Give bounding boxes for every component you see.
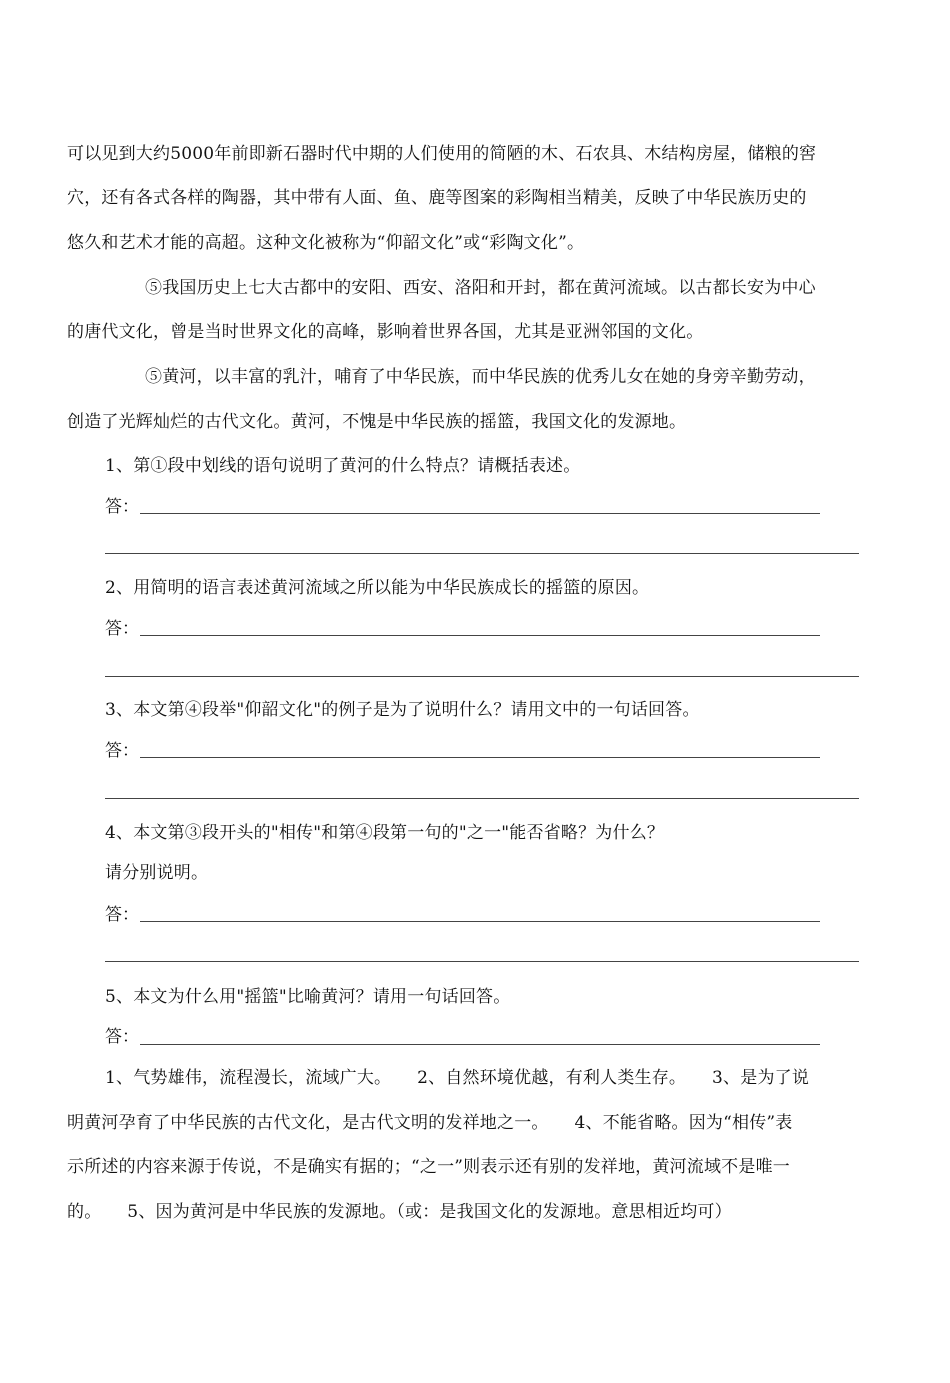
answer-label-3: 答： xyxy=(105,741,139,761)
answer-line-5a[interactable] xyxy=(140,1044,820,1045)
answer-label-4: 答： xyxy=(105,905,139,925)
answer-label-2: 答： xyxy=(105,619,139,639)
answer-line-2a[interactable] xyxy=(140,635,820,636)
answer-line-3a[interactable] xyxy=(140,757,820,758)
passage-p4-line-1: 可以见到大约5000年前即新石器时代中期的人们使用的简陋的木、石农具、木结构房屋，储粮的窖 xyxy=(67,144,817,164)
passage-p6-line-1: ⑤黄河，以丰富的乳汁，哺育了中华民族，而中华民族的优秀儿女在她的身旁辛勤劳动， xyxy=(145,367,816,387)
answer-label-5: 答： xyxy=(105,1027,139,1047)
passage-p4-line-2: 穴，还有各式各样的陶器，其中带有人面、鱼、鹿等图案的彩陶相当精美，反映了中华民族历史的 xyxy=(67,188,807,208)
answer-line-4a[interactable] xyxy=(140,921,820,922)
passage-p5-line-2: 的唐代文化，曾是当时世界文化的高峰，影响着世界各国，尤其是亚洲邻国的文化。 xyxy=(67,322,704,342)
answer-line-3b[interactable] xyxy=(105,798,859,799)
question-5-text: 5、本文为什么用"摇篮"比喻黄河？请用一句话回答。 xyxy=(105,987,511,1007)
question-3-text: 3、本文第④段举"仰韶文化"的例子是为了说明什么？请用文中的一句话回答。 xyxy=(105,700,700,720)
answer-label-1: 答： xyxy=(105,497,139,517)
answer-key-line-4: 的。 5、因为黄河是中华民族的发源地。（或：是我国文化的发源地。意思相近均可） xyxy=(67,1202,732,1222)
answer-line-1b[interactable] xyxy=(105,553,859,554)
answer-line-2b[interactable] xyxy=(105,676,859,677)
question-4-text: 4、本文第③段开头的"相传"和第④段第一句的"之一"能否省略？为什么？ xyxy=(105,823,665,843)
question-4-text-cont: 请分别说明。 xyxy=(105,863,209,883)
answer-key-line-1: 1、气势雄伟，流程漫长，流域广大。 2、自然环境优越，有利人类生存。 3、是为了说 xyxy=(105,1068,810,1088)
passage-p5-line-1: ⑤我国历史上七大古都中的安阳、西安、洛阳和开封，都在黄河流域。以古都长安为中心 xyxy=(145,278,816,298)
question-2-text: 2、用简明的语言表述黄河流域之所以能为中华民族成长的摇篮的原因。 xyxy=(105,578,650,598)
passage-p4-line-3: 悠久和艺术才能的高超。这种文化被称为“仰韶文化”或“彩陶文化”。 xyxy=(67,233,585,253)
passage-p6-line-2: 创造了光辉灿烂的古代文化。黄河，不愧是中华民族的摇篮，我国文化的发源地。 xyxy=(67,412,687,432)
answer-line-4b[interactable] xyxy=(105,961,859,962)
answer-line-1a[interactable] xyxy=(140,513,820,514)
answer-key-line-2: 明黄河孕育了中华民族的古代文化，是古代文明的发祥地之一。 4、不能省略。因为“相传”表 xyxy=(67,1113,793,1133)
answer-key-line-3: 示所述的内容来源于传说，不是确实有据的；“之一”则表示还有别的发祥地，黄河流域不是唯一 xyxy=(67,1157,790,1177)
question-1-text: 1、第①段中划线的语句说明了黄河的什么特点？请概括表述。 xyxy=(105,456,581,476)
